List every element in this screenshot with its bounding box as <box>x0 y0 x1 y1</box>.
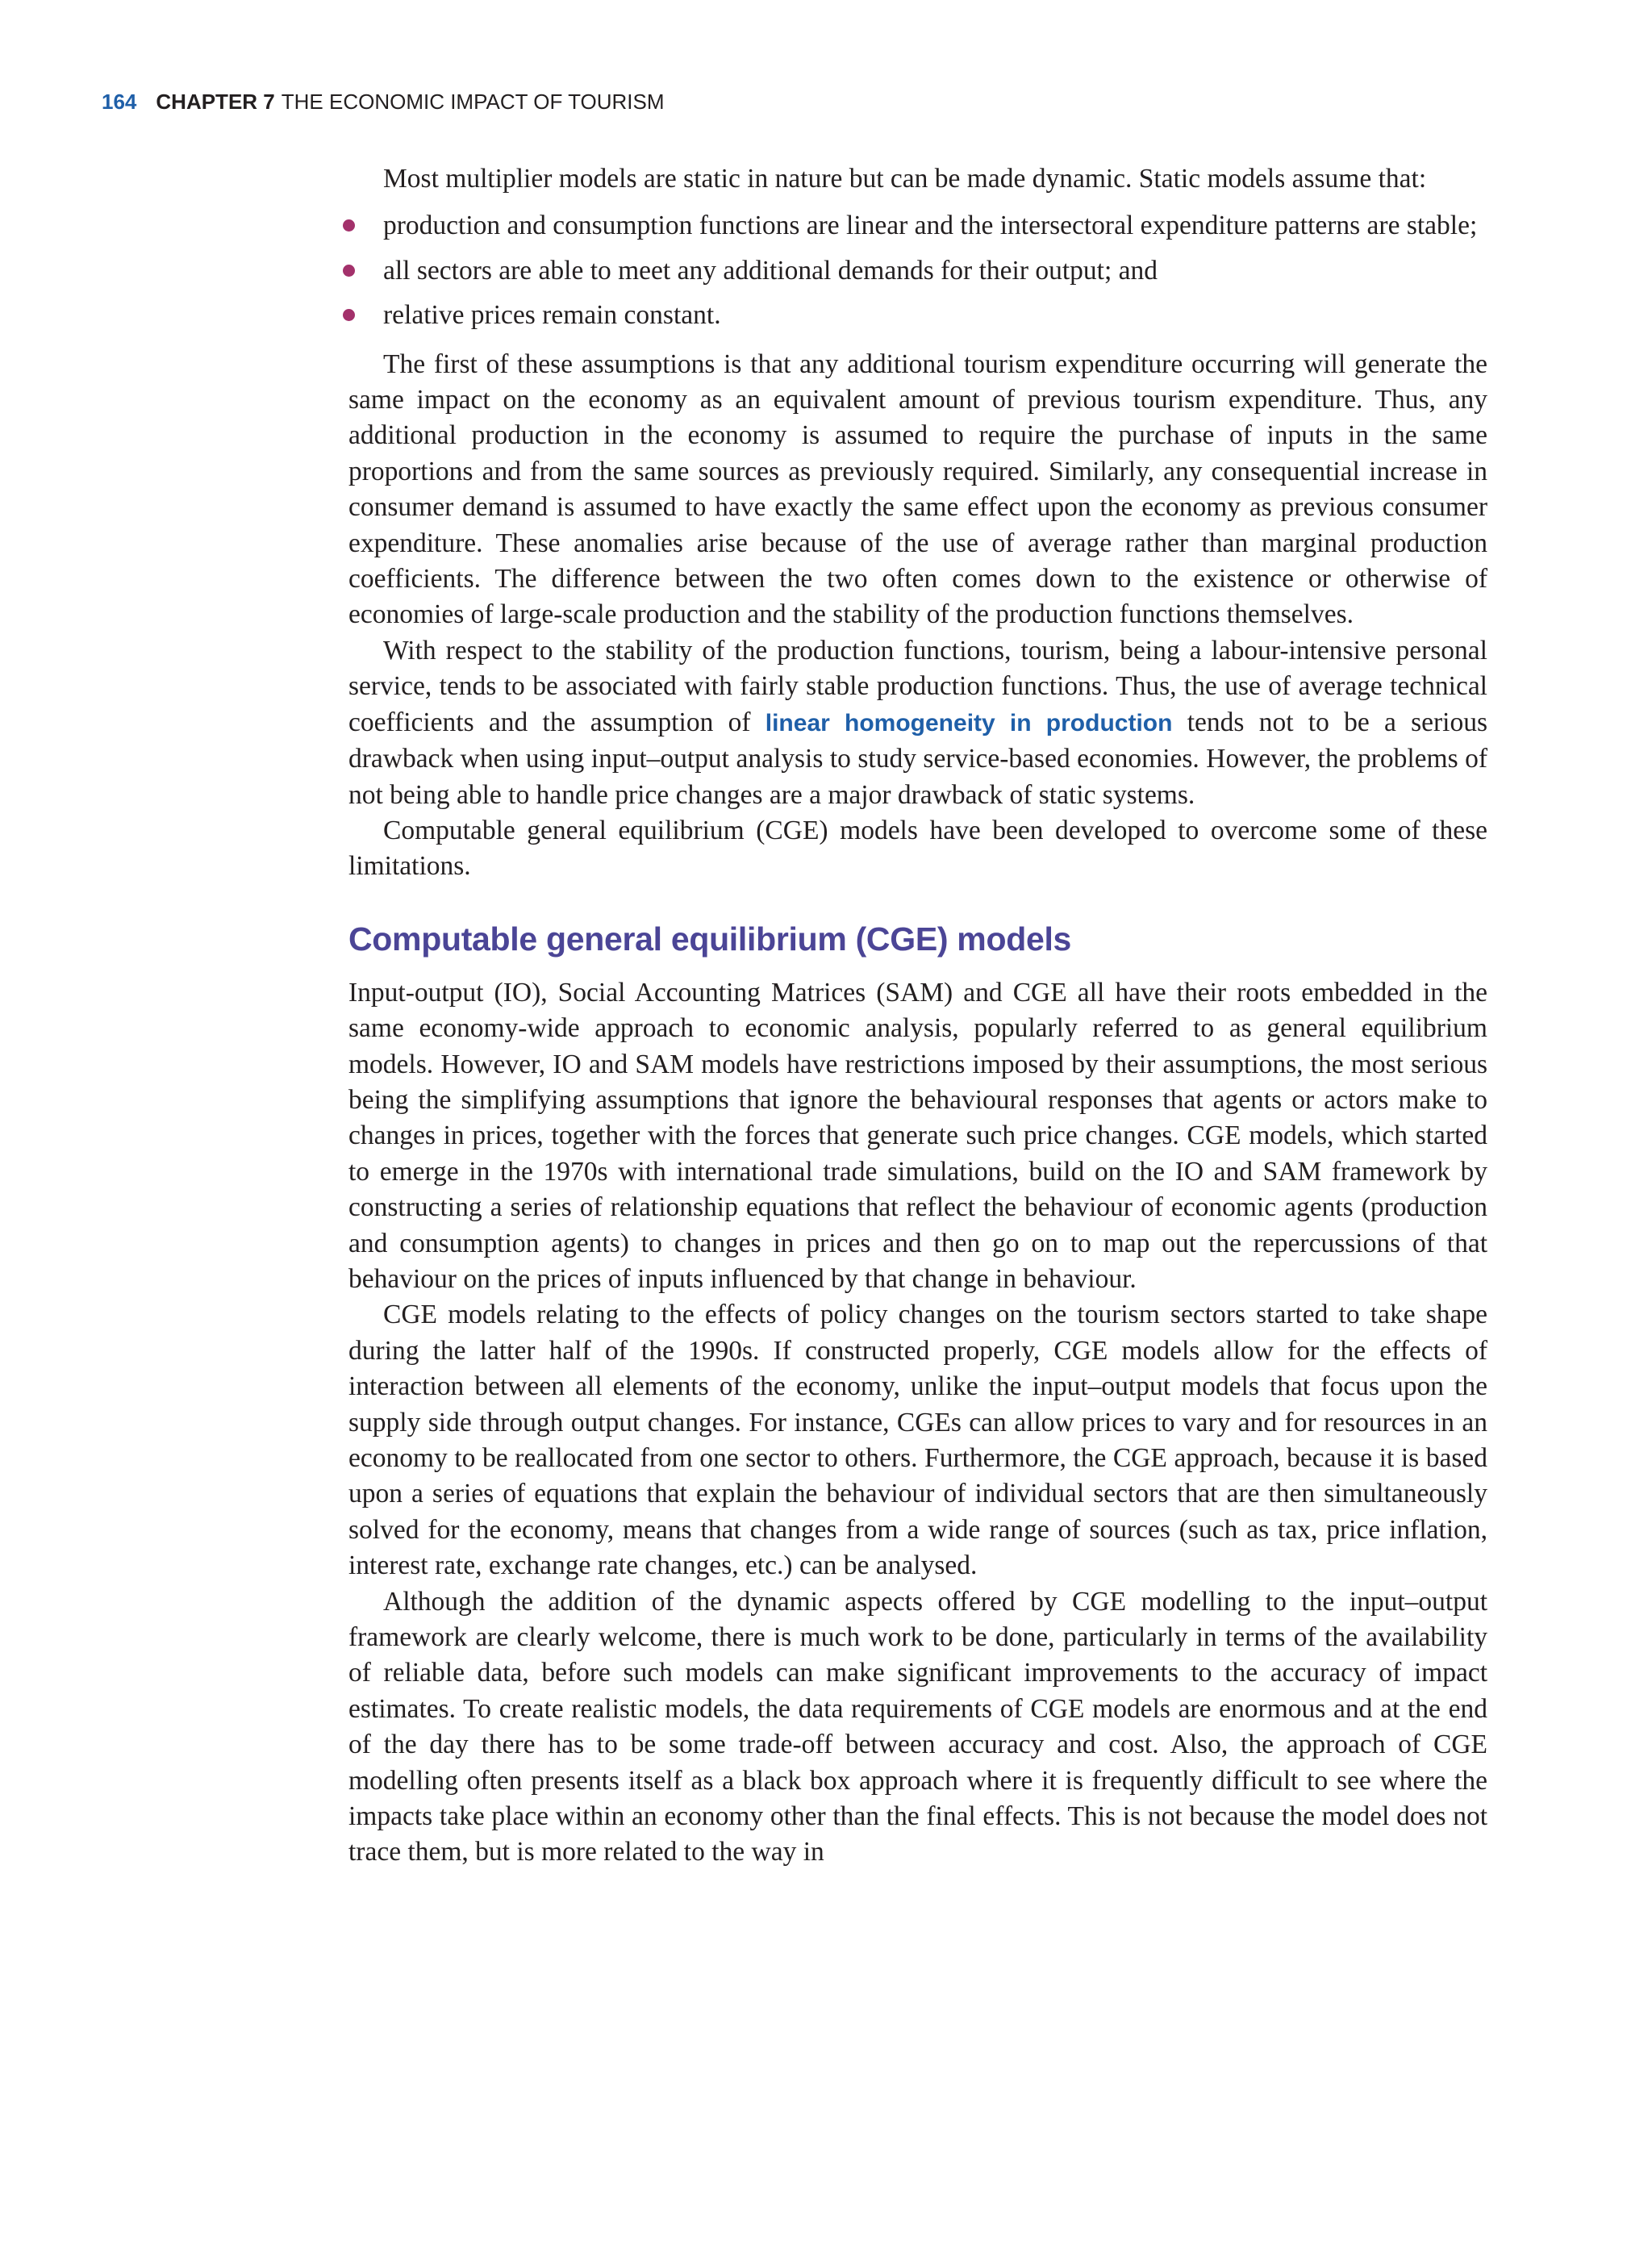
paragraph-text: tends not to be a serious drawback when using input–output analysis to study service-based economies. However, the problems of not being able to handle price changes are a major drawback of static systems. <box>348 707 1487 810</box>
paragraph-text: With respect to the stability of the production functions, tourism, being a labour-intensive personal service, tends to be associated with fairly stable production functions. Thus, the use of average technical coefficients and the assumption of <box>348 635 1487 737</box>
page-number: 164 <box>102 90 137 114</box>
list-item-text: relative prices remain constant. <box>383 300 721 331</box>
bullet-icon <box>343 265 355 277</box>
chapter-title: THE ECONOMIC IMPACT OF TOURISM <box>281 90 665 114</box>
running-header <box>102 87 665 116</box>
list-item-text: all sectors are able to meet any additional demands for their output; and <box>383 255 1158 286</box>
body-paragraph: CGE models relating to the effects of policy changes on the tourism sectors started to take shape during the latter half of the 1990s. If constructed properly, CGE models allow for the effects of interaction between all elements of the economy, unlike the input–output models that focus upon the supply side through output changes. For instance, CGEs can allow prices to vary and for resources in an economy to be reallocated from one sector to others. Furthermore, the CGE approach, because it is based upon a series of equations that explain the behaviour of individual sectors that are then simultaneously solved for the economy, means that changes from a wide range of sources (such as tax, price inflation, interest rate, exchange rate changes, etc.) can be analysed. <box>348 1300 1487 1581</box>
body-paragraph: The first of these assumptions is that any additional tourism expenditure occurring will generate the same impact on the economy as an equivalent amount of previous tourism expenditure. Thus, any additional production in the economy is assumed to require the purchase of inputs in the same proportions and from the same sources as previously required. Similarly, any consequential increase in consumer demand is assumed to have exactly the same effect upon the economy as previous consumer expenditure. These anomalies arise because of the use of average rather than marginal production coefficients. The difference between the two often comes down to the existence or otherwise of economies of large-scale production and the stability of the production functions themselves. <box>348 348 1487 630</box>
list-item-text: production and consumption functions are linear and the intersectoral expenditure patterns are stable; <box>383 211 1478 241</box>
list-item <box>348 298 1487 333</box>
assumptions-list <box>348 208 1487 333</box>
chapter-label: CHAPTER 7 <box>156 90 275 114</box>
key-term-linear-homogeneity[interactable]: linear homogeneity in production <box>765 709 1173 737</box>
main-text-column <box>348 161 1487 1871</box>
body-paragraph: Input-output (IO), Social Accounting Matrices (SAM) and CGE all have their roots embedded in the same economy-wide approach to economic analysis, popularly referred to as general equilibrium models. However, IO and SAM models have restrictions imposed by their assumptions, the most serious being the simplifying assumptions that ignore the behavioural responses that agents or actors make to changes in prices, together with the forces that generate such price changes. CGE models, which started to emerge in the 1970s with international trade simulations, build on the IO and SAM framework by constructing a series of relationship equations that reflect the behaviour of economic agents (production and consumption agents) to changes in prices and then go on to map out the repercussions of that behaviour on the prices of inputs influenced by that change in behaviour. <box>348 977 1487 1294</box>
bullet-icon <box>343 219 355 232</box>
list-item <box>348 208 1487 244</box>
body-paragraph: Computable general equilibrium (CGE) models have been developed to overcome some of these limitations. <box>348 815 1487 882</box>
section-heading: Computable general equilibrium (CGE) models <box>348 920 1072 958</box>
body-paragraph <box>348 633 1487 813</box>
body-paragraph: Although the addition of the dynamic aspects offered by CGE modelling to the input–output framework are clearly welcome, there is much work to be done, particularly in terms of the availability of reliable data, before such models can make significant improvements to the accuracy of impact estimates. To create realistic models, the data requirements of CGE models are enormous and at the end of the day there has to be some trade-off between accuracy and cost. Also, the approach of CGE modelling often presents itself as a black box approach where it is frequently difficult to see where the impacts take place within an economy other than the final effects. This is not because the model does not trace them, but is more related to the way in <box>348 1586 1487 1867</box>
intro-paragraph: Most multiplier models are static in nature but can be made dynamic. Static models assume that: <box>383 164 1427 194</box>
list-item <box>348 253 1487 289</box>
bullet-icon <box>343 309 355 321</box>
